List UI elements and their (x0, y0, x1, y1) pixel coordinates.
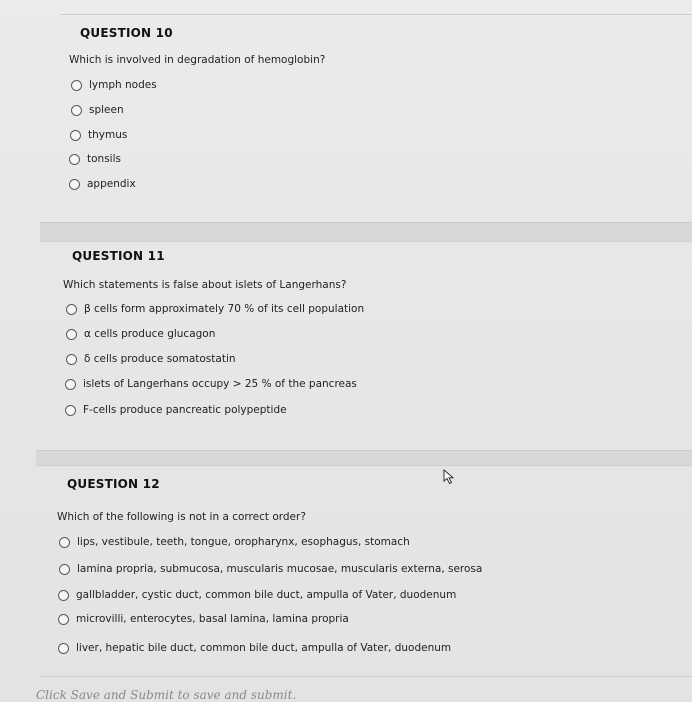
option-label: α cells produce glucagon (84, 328, 216, 340)
radio-button[interactable] (65, 379, 76, 390)
option-label: tonsils (87, 153, 121, 165)
answer-option-islets-occupy[interactable] (65, 378, 357, 390)
radio-button[interactable] (69, 179, 80, 190)
question-divider (40, 222, 692, 242)
answer-option-thymus[interactable] (70, 129, 127, 141)
radio-button[interactable] (65, 405, 76, 416)
answer-option-beta-cells[interactable] (66, 303, 364, 315)
radio-button[interactable] (58, 614, 69, 625)
answer-option-spleen[interactable] (71, 104, 124, 116)
question-title: QUESTION 10 (80, 26, 173, 40)
top-divider (60, 14, 692, 15)
answer-option-f-cells[interactable] (65, 404, 287, 416)
option-label: β cells form approximately 70 % of its cell population (84, 303, 365, 315)
question-divider (36, 450, 692, 466)
radio-button[interactable] (59, 564, 70, 575)
radio-button[interactable] (66, 304, 77, 315)
question-text: Which statements is false about islets of Langerhans? (63, 279, 347, 291)
answer-option-microvilli-order[interactable] (58, 613, 349, 625)
option-label: microvilli, enterocytes, basal lamina, lamina propria (76, 613, 349, 625)
radio-button[interactable] (58, 590, 69, 601)
answer-option-lips-order[interactable] (59, 536, 410, 548)
radio-button[interactable] (69, 154, 80, 165)
radio-button[interactable] (58, 643, 69, 654)
answer-option-lymph-nodes[interactable] (71, 79, 157, 91)
radio-button[interactable] (66, 354, 77, 365)
question-text: Which is involved in degradation of hemoglobin? (69, 54, 326, 66)
radio-button[interactable] (66, 329, 77, 340)
answer-option-delta-cells[interactable] (66, 353, 236, 365)
radio-button[interactable] (59, 537, 70, 548)
option-label: spleen (89, 104, 124, 116)
answer-option-tonsils[interactable] (69, 153, 121, 165)
save-submit-hint: Click Save and Submit to save and submit. (36, 688, 297, 702)
option-label: thymus (88, 129, 128, 141)
option-label: F-cells produce pancreatic polypeptide (83, 404, 287, 416)
option-label: liver, hepatic bile duct, common bile duct, ampulla of Vater, duodenum (76, 642, 452, 654)
answer-option-liver-order[interactable] (58, 642, 451, 654)
mouse-pointer-icon (443, 469, 457, 489)
answer-option-appendix[interactable] (69, 178, 136, 190)
question-title: QUESTION 12 (67, 477, 160, 491)
radio-button[interactable] (71, 80, 82, 91)
answer-option-alpha-cells[interactable] (66, 328, 215, 340)
option-label: gallbladder, cystic duct, common bile duct, ampulla of Vater, duodenum (76, 589, 457, 601)
answer-option-gallbladder-order[interactable] (58, 589, 456, 601)
option-label: lips, vestibule, teeth, tongue, oropharynx, esophagus, stomach (77, 536, 410, 548)
radio-button[interactable] (71, 105, 82, 116)
option-label: lymph nodes (89, 79, 157, 91)
option-label: islets of Langerhans occupy > 25 % of the pancreas (83, 378, 357, 390)
option-label: lamina propria, submucosa, muscularis mucosae, muscularis externa, serosa (77, 563, 483, 575)
answer-option-lamina-propria-order[interactable] (59, 563, 482, 575)
option-label: δ cells produce somatostatin (84, 353, 236, 365)
radio-button[interactable] (70, 130, 81, 141)
question-title: QUESTION 11 (72, 249, 165, 263)
question-text: Which of the following is not in a correct order? (57, 511, 306, 523)
bottom-divider (40, 676, 692, 677)
option-label: appendix (87, 178, 136, 190)
